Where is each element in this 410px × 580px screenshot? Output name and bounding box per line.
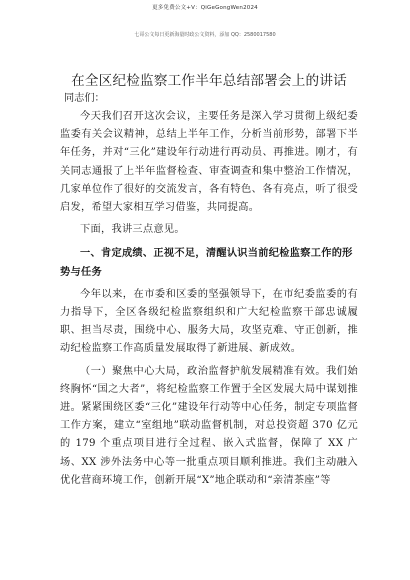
page-subheader-notice: 七哥公文每日更新海量时政公文资料，添加 QQ：2580017580 <box>134 32 276 38</box>
page-header-watermark: 更多免费公文+V：QiGeGongWen2024 <box>152 5 258 11</box>
paragraph-political-supervision: （一）聚焦中心大局，政治监督护航发展精准有效。我们始终胸怀“国之大者”，将纪检监察工作置于全区发展大局中谋划推进。紧紧围绕区委“三化”建设年行动等中心任务，制定专项监督工作方案，建立“室组地”联动监督机制，对总投资超 370 亿元的 179 个重点项目进行全过程、嵌入式监督，保障了 XX 广场、XX 涉外法务中心等一批重点项目顺利推进。我们主动融入优化营商环境工作，创新开展“X”地企联动和“亲清茶座”等 <box>60 365 358 486</box>
document-title: 在全区纪检监察工作半年总结部署会上的讲话 <box>71 73 347 89</box>
document-body <box>60 72 358 490</box>
salutation: 同志们： <box>64 93 105 104</box>
paragraph-achievements: 今年以来，在市委和区委的坚强领导下，在市纪委监委的有力指导下，全区各级纪检监察组织和广大纪检监察干部忠诚履职、担当尽责，围绕中心、服务大局，攻坚克难、守正创新，推动纪检监察工作高质量发展取得了新进展、新成效。 <box>60 288 358 355</box>
section-heading: 一、肯定成绩、正视不足，清醒认识当前纪检监察工作的形势与任务 <box>60 248 353 278</box>
paragraph-outline: 下面，我讲三点意见。 <box>80 224 185 236</box>
paragraph-intro: 今天我们召开这次会议，主要任务是深入学习贯彻上级纪委监委有关会议精神，总结上半年工作，分析当前形势，部署下半年任务，并对“三化”建设年行动进行再动员、再推进。刚才，有关同志通报了上半年监督检查、审查调查和集中整治工作情况，几家单位作了很好的交流发言，各有特色、各有亮点，听了很受启发，希望大家相互学习借鉴，共同提高。 <box>60 111 358 214</box>
